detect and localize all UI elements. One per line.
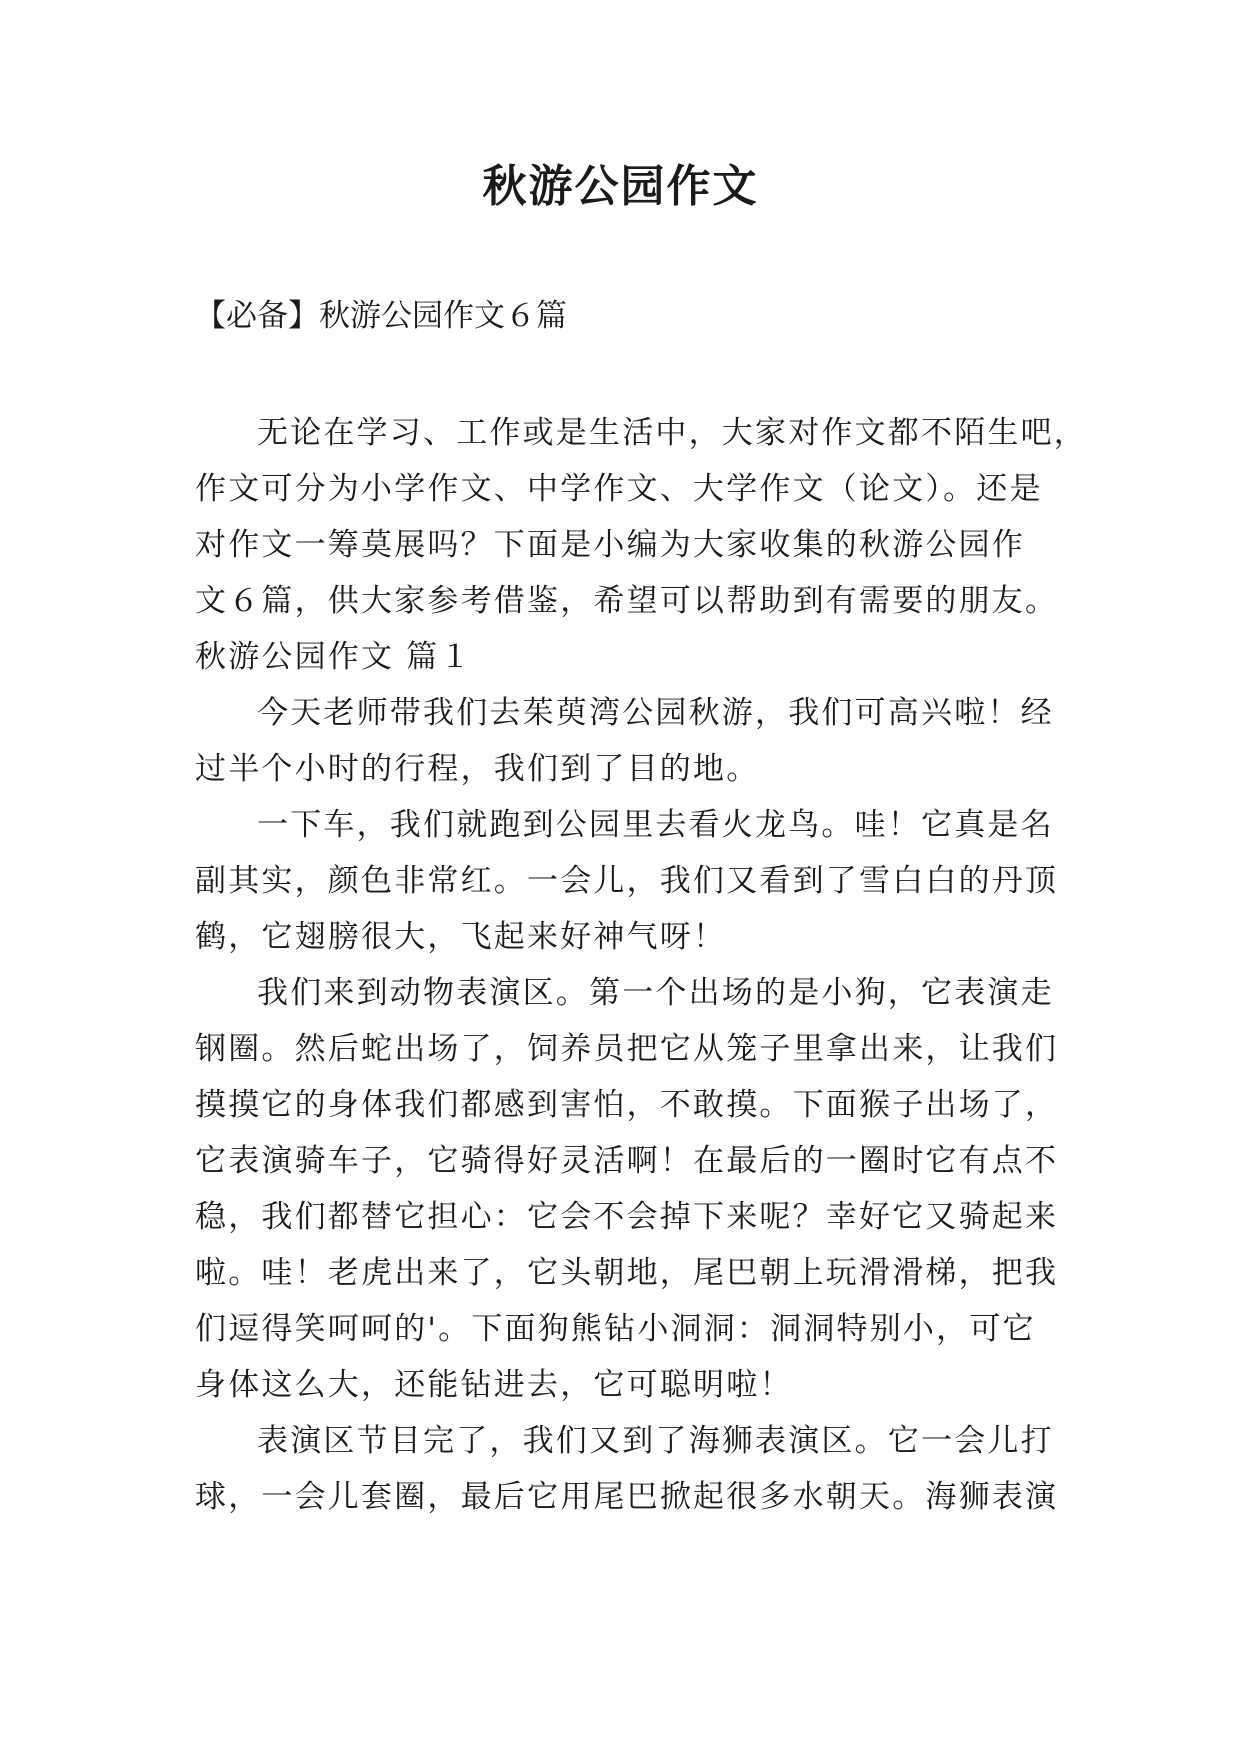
text-line: 鹤，它翅膀很大，飞起来好神气呀！ xyxy=(195,919,727,955)
text-line: 它表演骑车子，它骑得好灵活啊！在最后的一圈时它有点不 xyxy=(195,1143,1059,1179)
text-line: 稳，我们都替它担心：它会不会掉下来呢？幸好它又骑起来 xyxy=(195,1199,1059,1235)
document-title: 秋游公园作文 xyxy=(482,161,759,212)
text-line: 一下车，我们就跑到公园里去看火龙鸟。哇！它真是名 xyxy=(257,807,1054,843)
text-line: 无论在学习、工作或是生活中，大家对作文都不陌生吧， xyxy=(257,415,1087,451)
text-line: 作文可分为小学作文、中学作文、大学作文（论文）。还是 xyxy=(195,471,1043,507)
text-line: 过半个小时的行程，我们到了目的地。 xyxy=(195,751,760,787)
text-line: 今天老师带我们去茱萸湾公园秋游，我们可高兴啦！经 xyxy=(257,695,1054,731)
text-line: 秋游公园作文 篇１ xyxy=(195,639,473,675)
document-subtitle: 【必备】秋游公园作文６篇 xyxy=(195,298,567,334)
document-body xyxy=(195,405,1087,1525)
text-line: 摸摸它的身体我们都感到害怕，不敢摸。下面猴子出场了， xyxy=(195,1087,1059,1123)
text-line: 我们来到动物表演区。第一个出场的是小狗，它表演走 xyxy=(257,975,1054,1011)
text-line: 钢圈。然后蛇出场了，饲养员把它从笼子里拿出来，让我们 xyxy=(195,1031,1059,1067)
text-line: 对作文一筹莫展吗？下面是小编为大家收集的秋游公园作 xyxy=(195,527,1025,563)
text-line: 文６篇，供大家参考借鉴，希望可以帮助到有需要的朋友。 xyxy=(195,583,1059,619)
text-line: 球，一会儿套圈，最后它用尾巴掀起很多水朝天。海狮表演 xyxy=(195,1479,1059,1515)
text-line: 副其实，颜色非常红。一会儿，我们又看到了雪白白的丹顶 xyxy=(195,863,1059,899)
text-line: 表演区节目完了，我们又到了海狮表演区。它一会儿打 xyxy=(257,1423,1054,1459)
text-line: 们逗得笑呵呵的'。下面狗熊钻小洞洞：洞洞特别小，可它 xyxy=(195,1311,1036,1347)
text-line: 身体这么大，还能钻进去，它可聪明啦！ xyxy=(195,1367,793,1403)
text-line: 啦。哇！老虎出来了，它头朝地，尾巴朝上玩滑滑梯，把我 xyxy=(195,1255,1059,1291)
